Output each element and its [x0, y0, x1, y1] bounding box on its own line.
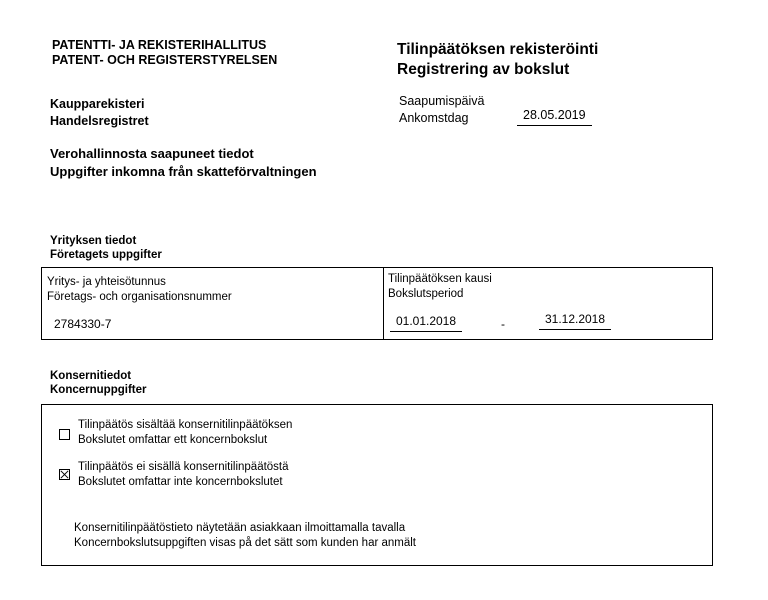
business-id-label	[47, 275, 232, 305]
group-option-2-label-sv: Bokslutet omfattar inte koncernbokslutet	[78, 476, 283, 488]
arrival-date-label-fi: Saapumispäivä	[399, 94, 485, 108]
fiscal-period-start: 01.01.2018	[390, 314, 462, 332]
group-section-title-fi: Konsernitiedot	[50, 370, 132, 382]
registry-name	[50, 96, 149, 130]
document-title-fi: Tilinpäätöksen rekisteröinti	[397, 41, 599, 58]
organization-name-sv: PATENT- OCH REGISTERSTYRELSEN	[52, 53, 278, 67]
business-id-label-fi: Yritys- ja yhteisötunnus	[47, 276, 166, 288]
arrival-date-label	[399, 93, 484, 127]
group-option-1-checkbox[interactable]	[59, 429, 70, 440]
registry-name-sv: Handelsregistret	[50, 114, 149, 128]
company-section-title-fi: Yrityksen tiedot	[50, 235, 137, 247]
group-option-2-label	[78, 460, 289, 490]
checkmark-x-icon	[60, 470, 69, 479]
document-title	[397, 40, 598, 80]
fiscal-period-end: 31.12.2018	[539, 312, 611, 330]
group-option-2-label-fi: Tilinpäätös ei sisällä konsernitilinpäätöstä	[78, 461, 289, 473]
document-title-sv: Registrering av bokslut	[397, 61, 570, 78]
group-option-2-checkbox[interactable]	[59, 469, 70, 480]
group-option-1-label-fi: Tilinpäätös sisältää konsernitilinpäätöksen	[78, 419, 293, 431]
arrival-date-label-sv: Ankomstdag	[399, 111, 469, 125]
group-info-box	[41, 404, 713, 566]
fiscal-period-label-fi: Tilinpäätöksen kausi	[388, 273, 492, 285]
fiscal-period-label-sv: Bokslutsperiod	[388, 288, 464, 300]
group-option-1-label-sv: Bokslutet omfattar ett koncernbokslut	[78, 434, 268, 446]
registry-name-fi: Kaupparekisteri	[50, 97, 145, 111]
business-id-label-sv: Företags- och organisationsnummer	[47, 291, 232, 303]
company-section-title-sv: Företagets uppgifter	[50, 249, 162, 261]
company-info-divider	[383, 268, 384, 339]
group-section-title	[50, 369, 146, 397]
company-section-title	[50, 234, 162, 262]
fiscal-period-separator: -	[501, 317, 505, 331]
group-info-note-sv: Koncernbokslutsuppgiften visas på det sätt som kunden har anmält	[74, 537, 417, 549]
business-id-value: 2784330-7	[54, 317, 112, 331]
organization-name	[52, 38, 277, 68]
tax-info-heading	[50, 145, 317, 181]
group-info-note-fi: Konsernitilinpäätöstieto näytetään asiakkaan ilmoittamalla tavalla	[74, 522, 406, 534]
group-option-1-label	[78, 418, 292, 448]
tax-info-heading-fi: Verohallinnosta saapuneet tiedot	[50, 146, 254, 161]
fiscal-period-label	[388, 272, 492, 302]
tax-info-heading-sv: Uppgifter inkomna från skatteförvaltningen	[50, 164, 317, 179]
arrival-date-value: 28.05.2019	[517, 108, 592, 126]
organization-name-fi: PATENTTI- JA REKISTERIHALLITUS	[52, 38, 267, 52]
group-section-title-sv: Koncernuppgifter	[50, 384, 147, 396]
group-info-note	[74, 521, 416, 551]
company-info-box	[41, 267, 713, 340]
